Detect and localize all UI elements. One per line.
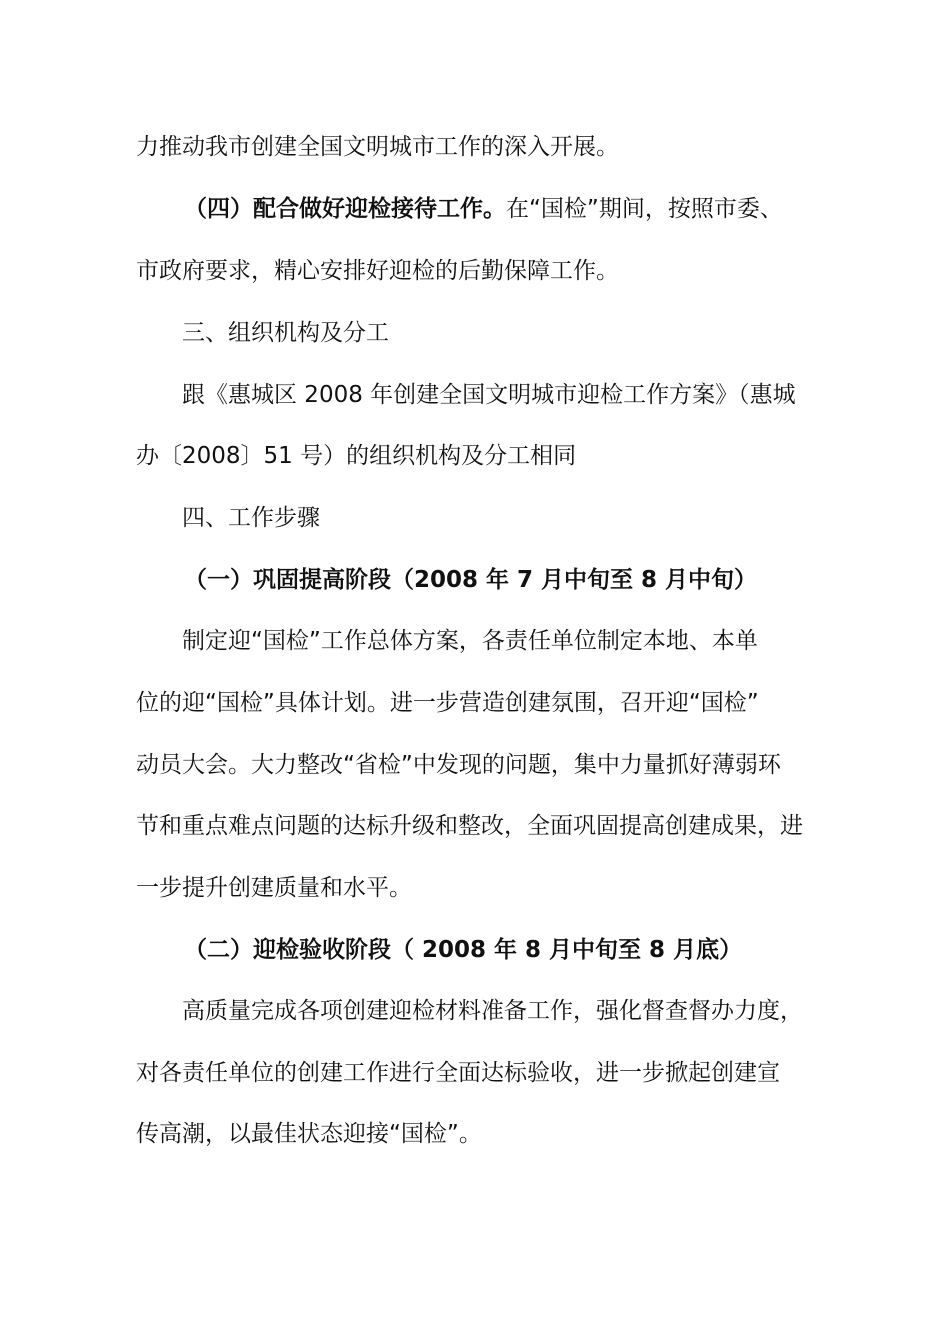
- paragraph-line: 办〔2008〕51 号）的组织机构及分工相同: [136, 443, 577, 469]
- paragraph-line: 一步提升创建质量和水平。: [136, 875, 412, 901]
- paragraph-line: 动员大会。大力整改“省检”中发现的问题，集中力量抓好薄弱环: [136, 752, 781, 778]
- paragraph-line: 传高潮，以最佳状态迎接“国检”。: [136, 1121, 482, 1147]
- paragraph-line: 节和重点难点问题的达标升级和整改，全面巩固提高创建成果，进: [136, 813, 803, 839]
- paragraph-line: 对各责任单位的创建工作进行全面达标验收，进一步掀起创建宣: [136, 1060, 780, 1086]
- paragraph-line: 高质量完成各项创建迎检材料准备工作，强化督查督办力度，: [182, 998, 803, 1024]
- subsection-heading: （二）迎检验收阶段（ 2008 年 8 月中旬至 8 月底）: [184, 937, 743, 963]
- section-heading-4: （四）配合做好迎检接待工作。: [184, 196, 506, 222]
- section-heading: 四、工作步骤: [182, 505, 320, 531]
- section-heading: 三、组织机构及分工: [182, 320, 389, 346]
- paragraph-line: 位的迎“国检”具体计划。进一步营造创建氛围，召开迎“国检”: [136, 690, 759, 716]
- paragraph-line: 力推动我市创建全国文明城市工作的深入开展。: [136, 134, 619, 160]
- paragraph-text: 在“国检”期间，按照市委、: [506, 196, 783, 222]
- paragraph-line: 跟《惠城区 2008 年创建全国文明城市迎检工作方案》（惠城: [182, 382, 796, 408]
- paragraph-line: 市政府要求，精心安排好迎检的后勤保障工作。: [136, 258, 619, 284]
- paragraph-line: [184, 194, 783, 224]
- subsection-heading: （一）巩固提高阶段（2008 年 7 月中旬至 8 月中旬）: [184, 567, 758, 593]
- paragraph-line: 制定迎“国检”工作总体方案，各责任单位制定本地、本单: [182, 628, 758, 654]
